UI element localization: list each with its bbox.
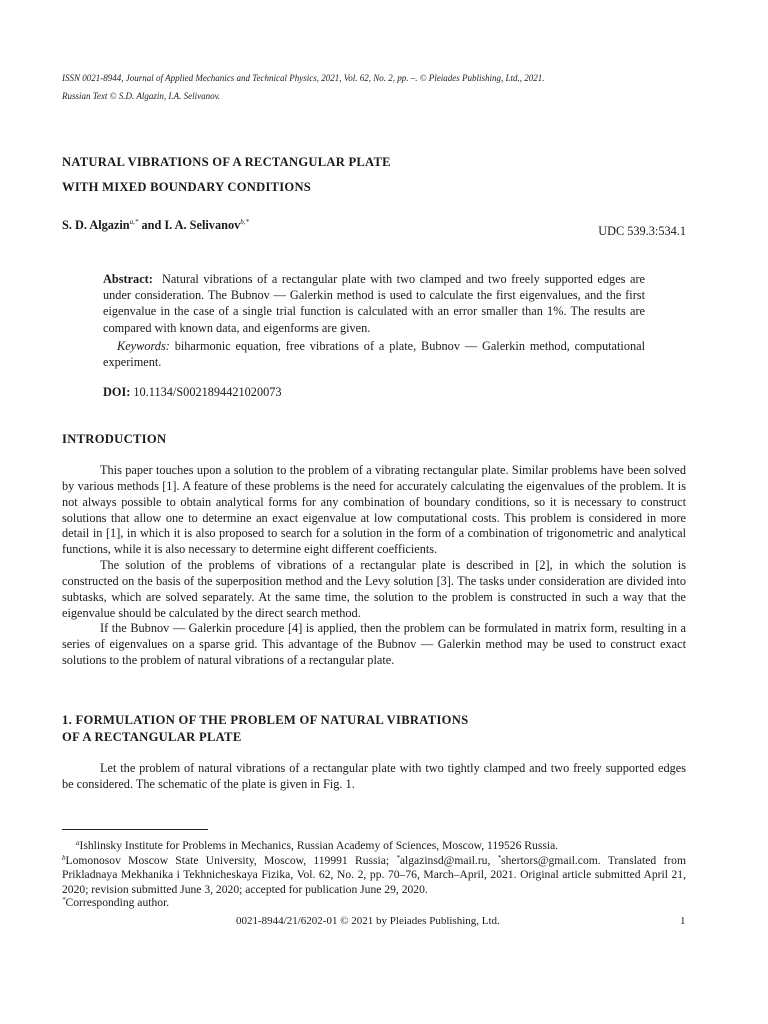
keywords-label: Keywords: [117, 338, 170, 353]
publisher-imprint: 0021-8944/21/6202-01 © 2021 by Pleiades Publishing, Ltd. [236, 915, 500, 927]
author-name: I. A. Selivanov [164, 218, 241, 232]
abstract-paragraph [103, 271, 645, 336]
russian-text-credit: Russian Text © S.D. Algazin, I.A. Selivanov. [62, 91, 221, 101]
body-paragraph: Let the problem of natural vibrations of a rectangular plate with two tightly clamped and two freely supported edges be considered. The schematic of the plate is given in Fig. 1. [62, 761, 686, 791]
author-email: algazinsd@mail.ru, [399, 854, 498, 867]
paper-title-line-2: WITH MIXED BOUNDARY CONDITIONS [62, 180, 312, 194]
email-mark: * [497, 854, 502, 862]
section-body [62, 761, 686, 793]
abstract-text: Natural vibrations of a rectangular plate with two clamped and two freely supported edges are under consideration. The Bubnov — Galerkin method is used to calculate the first eigenvalues, and the first eigenvalue in the case of a single trial function is calculated with an error smaller than 1%. The results are compared with known data, and eigenforms are given. [103, 272, 645, 335]
keywords-paragraph [103, 338, 645, 370]
author-affiliation-mark: b,* [240, 218, 249, 226]
introduction-heading: INTRODUCTION [62, 432, 167, 446]
body-paragraph: The solution of the problems of vibrations of a rectangular plate is described in [2], in which the solution is constructed on the basis of the superposition method and the Levy solution [3]. The tasks under consideration are divided into subtasks, which are solved separately. At the same time, the solution to the problem is constructed in such a way that the eigenvalue should be calculated by the direct search method. [62, 558, 686, 620]
footnote-text: Corresponding author. [65, 896, 170, 909]
keywords-text: biharmonic equation, free vibrations of a plate, Bubnov — Galerkin method, computational experiment. [103, 338, 646, 370]
author-name: S. D. Algazin [62, 218, 130, 232]
footnote-text: Ishlinsky Institute for Problems in Mechanics, Russian Academy of Sciences, Moscow, 119526 Russia. [79, 839, 559, 852]
footnote-mark: b [62, 854, 66, 862]
abstract [103, 271, 645, 370]
footnote-corresponding [62, 893, 686, 910]
author-list [62, 218, 249, 233]
body-paragraph: If the Bubnov — Galerkin procedure [4] is applied, then the problem can be formulated in matrix form, resulting in a series of eigenvalues on a sparse grid. This advantage of the Bubnov — Galerkin method may be used to construct exact solutions to the problem of natural vibrations of a rectangular plate. [62, 621, 686, 668]
author-conjunction: and [138, 218, 165, 232]
paper-title-line-1: NATURAL VIBRATIONS OF A RECTANGULAR PLATE [62, 155, 391, 169]
section-heading-line-2: OF A RECTANGULAR PLATE [62, 730, 242, 744]
footnote-text: Lomonosov Moscow State University, Moscow, 119991 Russia; [65, 854, 397, 867]
doi-value: 10.1134/S0021894421020073 [133, 385, 282, 399]
abstract-label: Abstract: [103, 272, 153, 286]
udc-code: UDC 539.3:534.1 [598, 224, 686, 238]
email-mark: * [396, 854, 400, 862]
introduction-body [62, 463, 686, 669]
author-affiliation-mark: a,* [129, 218, 139, 226]
footnote-mark: * [62, 896, 66, 904]
translation-note: shertors@gmail.com. Translated from Prikladnaya Mekhanika i Tekhnicheskaya Fizika, Vol. 62, No. 2, pp. 70–76, March–April, 2021. Original article submitted April 21, 2020; revision submitted June 3, 2020; accepted for publication June 29, 2020. [62, 854, 686, 896]
footnote-affiliation-b [62, 851, 686, 897]
section-heading-line-1: 1. FORMULATION OF THE PROBLEM OF NATURAL VIBRATIONS [62, 713, 469, 727]
doi-line [103, 385, 282, 400]
body-paragraph: This paper touches upon a solution to the problem of a vibrating rectangular plate. Similar problems have been solved by various methods [1]. A feature of these problems is the need for accurately calculating the eigenvalues of the problem. It is not always possible to obtain analytical forms for any combination of boundary conditions, so it is necessary to construct solutions that allow one to determine an exact eigenvalue at low computational costs. This problem is considered in more detail in [1], in which it is also proposed to search for a solution in the form of a combination of trigonometric and analytical functions, while it is also necessary to determine eight different coefficients. [62, 463, 686, 557]
footnote-mark: a [76, 839, 80, 847]
doi-label: DOI: [103, 385, 131, 399]
page-number: 1 [680, 915, 686, 927]
footnote-separator [62, 829, 208, 830]
journal-header-line: ISSN 0021-8944, Journal of Applied Mechanics and Technical Physics, 2021, Vol. 62, No. 2, pp. –. © Pleiades Publishing, Ltd., 2021. [62, 73, 545, 83]
